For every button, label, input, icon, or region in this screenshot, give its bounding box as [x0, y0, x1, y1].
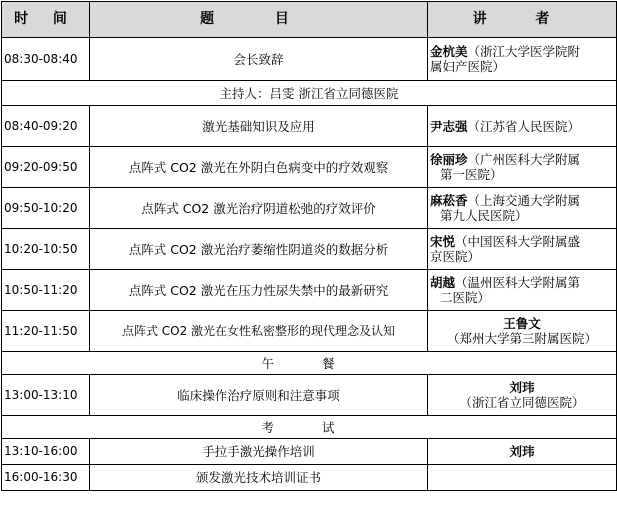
speaker-org-cont: 属妇产医院）: [430, 59, 506, 74]
table-row: [2, 465, 617, 491]
table-row: [2, 106, 617, 147]
topic-cell: 会长致辞: [90, 38, 428, 81]
topic-cell: 点阵式 CO2 激光在女性私密整形的现代理念及认知: [90, 311, 428, 352]
speaker-org-cont: 第一医院）: [440, 167, 503, 182]
speaker-cell: [428, 375, 617, 416]
header-speaker: 讲 者: [428, 2, 617, 38]
lunch-break-cell: 午 餐: [2, 352, 617, 375]
speaker-cell: [428, 106, 617, 147]
speaker-org-cont: 第九人民医院）: [440, 208, 528, 223]
header-topic: 题 目: [90, 2, 428, 38]
speaker-org-cont: 京医院）: [430, 249, 481, 264]
speaker-name: 宋悦: [430, 234, 456, 249]
table-row: [2, 188, 617, 229]
topic-cell: 点阵式 CO2 激光治疗阴道松弛的疗效评价: [90, 188, 428, 229]
speaker-name: 胡越: [430, 275, 456, 290]
speaker-cell: [428, 147, 617, 188]
speaker-cell: [428, 229, 617, 270]
speaker-org: （浙江省立同德医院）: [459, 395, 585, 410]
speaker-cell: [428, 270, 617, 311]
time-cell: 10:20-10:50: [2, 229, 90, 270]
speaker-org: （上海交通大学附属: [467, 193, 581, 208]
speaker-org: （江苏省人民医院）: [467, 118, 581, 134]
time-cell: 11:20-11:50: [2, 311, 90, 352]
speaker-org: （广州医科大学附属: [467, 152, 581, 167]
speaker-cell: [428, 38, 617, 81]
header-time: 时 间: [2, 2, 90, 38]
topic-cell: 颁发激光技术培训证书: [90, 465, 428, 491]
speaker-org: （浙江大学医学院附: [467, 44, 581, 59]
topic-cell: 临床操作治疗原则和注意事项: [90, 375, 428, 416]
table-row: [2, 439, 617, 465]
exam-break-cell: 考 试: [2, 416, 617, 439]
time-cell: 16:00-16:30: [2, 465, 90, 491]
host-cell: 主持人：吕雯 浙江省立同德医院: [2, 81, 617, 106]
topic-cell: 手拉手激光操作培训: [90, 439, 428, 465]
topic-cell: 点阵式 CO2 激光在外阴白色病变中的疗效观察: [90, 147, 428, 188]
speaker-name: 尹志强: [430, 118, 468, 134]
speaker-org-cont: 二医院）: [440, 290, 491, 305]
table-row: [2, 38, 617, 81]
speaker-cell: [428, 188, 617, 229]
speaker-org: （郑州大学第三附属医院）: [446, 331, 597, 346]
speaker-name: 王鲁文: [503, 316, 541, 331]
host-row: [2, 81, 617, 106]
speaker-name: 金杭美: [430, 44, 468, 59]
topic-cell: 激光基础知识及应用: [90, 106, 428, 147]
speaker-org: （温州医科大学附属第: [455, 275, 581, 290]
break-row: [2, 352, 617, 375]
time-cell: 09:50-10:20: [2, 188, 90, 229]
table-row: [2, 375, 617, 416]
header-row: [2, 2, 617, 38]
schedule-table: [1, 1, 617, 491]
time-cell: 08:40-09:20: [2, 106, 90, 147]
speaker-name: 麻菘香: [430, 193, 468, 208]
time-cell: 13:00-13:10: [2, 375, 90, 416]
table-row: [2, 311, 617, 352]
break-row: [2, 416, 617, 439]
time-cell: 10:50-11:20: [2, 270, 90, 311]
time-cell: 13:10-16:00: [2, 439, 90, 465]
table-row: [2, 270, 617, 311]
speaker-org: （中国医科大学附属盛: [455, 234, 581, 249]
speaker-cell: [428, 439, 617, 465]
speaker-name: 徐丽珍: [430, 152, 468, 167]
table-row: [2, 147, 617, 188]
time-cell: 09:20-09:50: [2, 147, 90, 188]
topic-cell: 点阵式 CO2 激光在压力性尿失禁中的最新研究: [90, 270, 428, 311]
speaker-cell: [428, 465, 617, 491]
speaker-name: 刘玮: [509, 444, 535, 459]
speaker-name: 刘玮: [509, 380, 535, 395]
table-row: [2, 229, 617, 270]
time-cell: 08:30-08:40: [2, 38, 90, 81]
topic-cell: 点阵式 CO2 激光治疗萎缩性阴道炎的数据分析: [90, 229, 428, 270]
speaker-cell: [428, 311, 617, 352]
